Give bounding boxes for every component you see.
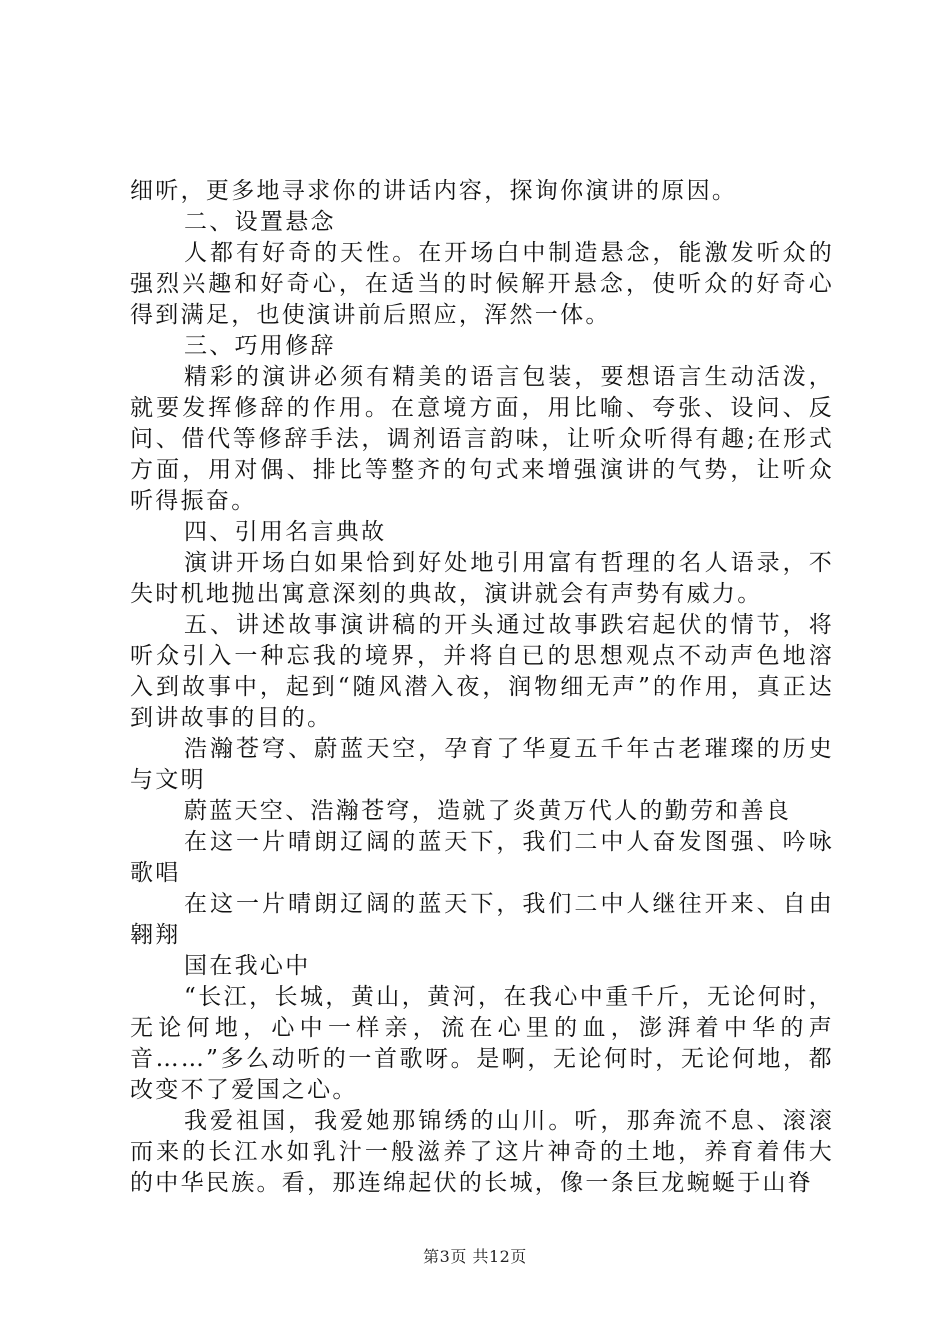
section-heading-2: 二、设置悬念 [184, 209, 336, 235]
paragraph-1: 细听，更多地寻求你的讲话内容，探询你演讲的原因。 [130, 178, 738, 204]
section-heading-3: 三、巧用修辞 [184, 333, 336, 359]
paragraph-3: 人都有好奇的天性。在开场白中制造悬念，能激发听众的强烈兴趣和好奇心，在适当的时候解开悬念，使听众的好奇心得到满足，也使演讲前后照应，浑然一体。 [130, 240, 834, 328]
paragraph-7: 演讲开场白如果恰到好处地引用富有哲理的名人语录，不失时机地抛出寓意深刻的典故，演讲就会有声势有威力。 [130, 550, 834, 607]
paragraph-15: 我爱祖国，我爱她那锦绣的山川。听，那奔流不息、滚滚而来的长江水如乳汁一般滋养了这片神奇的土地，养育着伟大的中华民族。看，那连绵起伏的长城，像一条巨龙蜿蜒于山脊 [130, 1108, 834, 1196]
paragraph-11: 在这一片晴朗辽阔的蓝天下，我们二中人奋发图强、吟咏歌唱 [130, 829, 834, 886]
section-heading-4: 四、引用名言典故 [184, 519, 387, 545]
document-body [130, 176, 834, 1199]
paragraph-13: 国在我心中 [184, 953, 311, 979]
paragraph-12: 在这一片晴朗辽阔的蓝天下，我们二中人继往开来、自由翱翔 [130, 891, 834, 948]
paragraph-14: “长江，长城，黄山，黄河，在我心中重千斤，无论何时，无论何地，心中一样亲，流在心里的血，澎湃着中华的声音……”多么动听的一首歌呀。是啊，无论何时，无论何地，都改变不了爱国之心。 [130, 984, 834, 1103]
paragraph-10: 蔚蓝天空、浩瀚苍穹，造就了炎黄万代人的勤劳和善良 [184, 798, 792, 824]
paragraph-5: 精彩的演讲必须有精美的语言包装，要想语言生动活泼，就要发挥修辞的作用。在意境方面，用比喻、夸张、设问、反问、借代等修辞手法，调剂语言韵味，让听众听得有趣;在形式方面，用对偶、排比等整齐的句式来增强演讲的气势，让听众听得振奋。 [130, 364, 834, 514]
page-number: 第3页 共12页 [423, 1247, 527, 1266]
paragraph-8: 五、讲述故事演讲稿的开头通过故事跌宕起伏的情节，将听众引入一种忘我的境界，并将自已的思想观点不动声色地溶入到故事中，起到“随风潜入夜，润物细无声”的作用，真正达到讲故事的目的。 [130, 612, 834, 731]
paragraph-9: 浩瀚苍穹、蔚蓝天空，孕育了华夏五千年古老璀璨的历史与文明 [130, 736, 834, 793]
